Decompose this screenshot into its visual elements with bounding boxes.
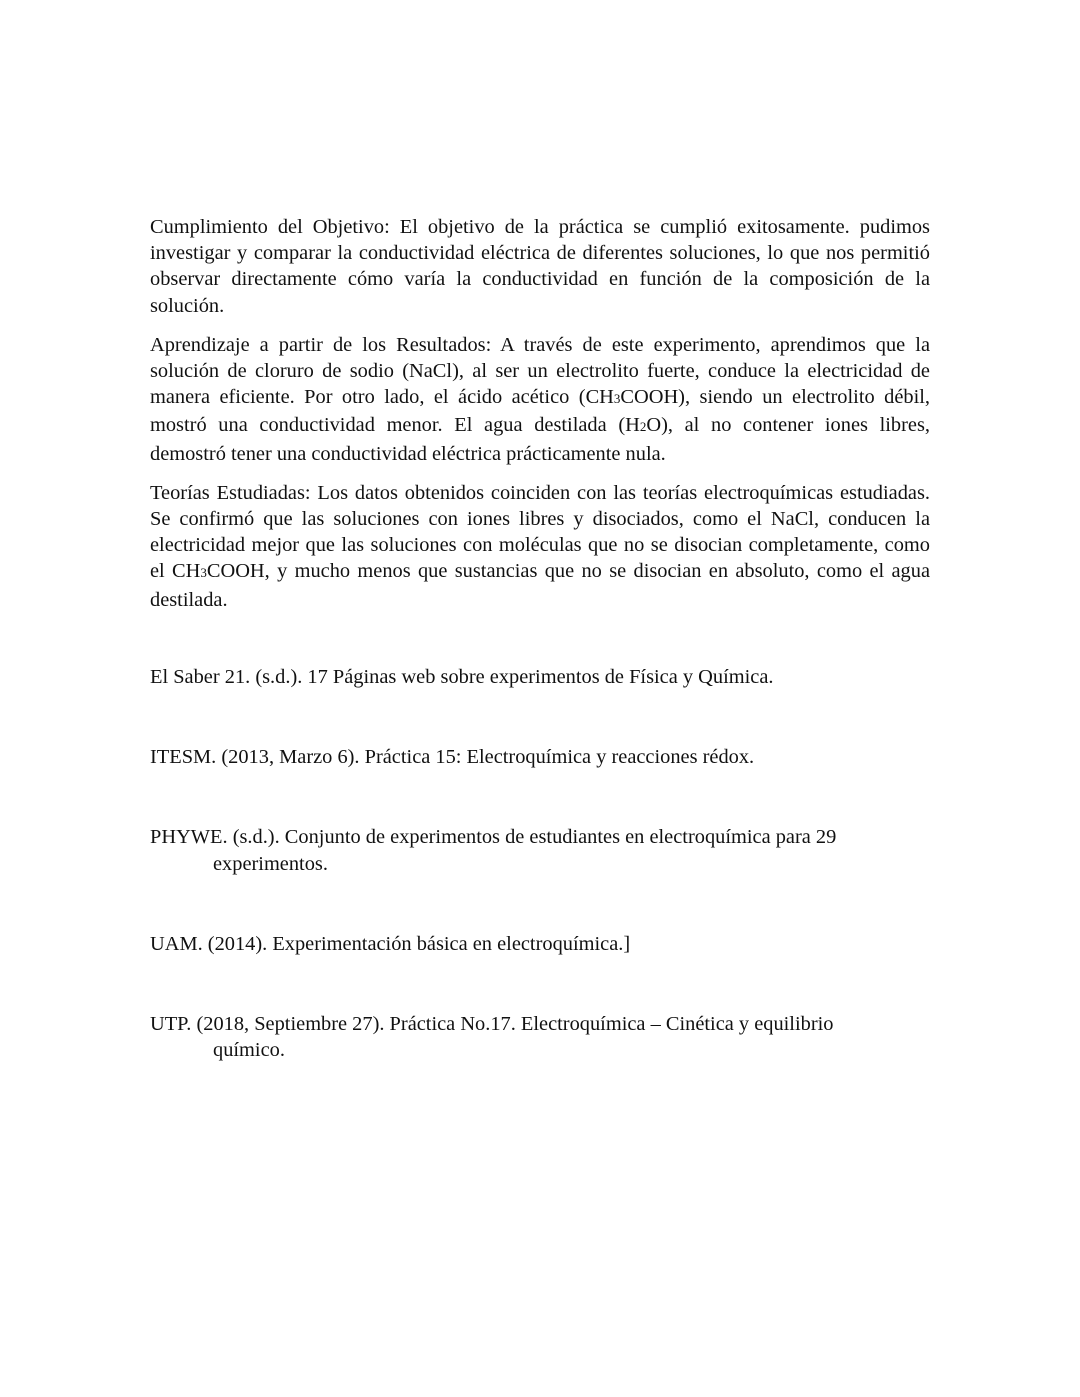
subscript-3: 3 — [200, 565, 207, 581]
references-list — [150, 664, 930, 1117]
paragraph-theories — [150, 480, 930, 613]
subscript-3: 3 — [613, 391, 621, 407]
paragraph-theories-part1: Teorías Estudiadas: Los datos obtenidos coinciden con las teorías electroquímicas estudiadas. Se confirmó que las soluciones con iones libres y disociados, como el NaCl, conducen la electricidad mejor que las soluciones con moléculas que no se disocian completamente, como el CH — [150, 481, 930, 583]
reference-item: PHYWE. (s.d.). Conjunto de experimentos de estudiantes en electroquímica para 29 experimentos. — [150, 826, 837, 875]
paragraph-theories-part2: COOH, y mucho menos que sustancias que no se disocian en absoluto, como el agua destilada. — [150, 560, 931, 611]
paragraph-learning-part2: COOH), siendo un electrolito débil, mostró una conductividad menor. El agua destilada (H — [150, 386, 930, 437]
subscript-2: 2 — [639, 419, 647, 435]
paragraph-learning — [150, 332, 930, 467]
reference-item: UAM. (2014). Experimentación básica en electroquímica.] — [150, 932, 631, 955]
paragraph-objective: Cumplimiento del Objetivo: El objetivo de la práctica se cumplió exitosamente. pudimos investigar y comparar la conductividad eléctrica de diferentes soluciones, lo que nos permitió observar directamente cómo varía la conductividad en función de la composición de la solución. — [150, 216, 930, 317]
reference-item: El Saber 21. (s.d.). 17 Páginas web sobre experimentos de Física y Química. — [150, 666, 774, 688]
discussion-section — [150, 214, 930, 626]
reference-item: ITESM. (2013, Marzo 6). Práctica 15: Electroquímica y reacciones rédox. — [150, 746, 755, 769]
paragraph-learning-part3: O), al no contener iones libres, demostró tener una conductividad eléctrica prácticamente nula. — [150, 414, 930, 465]
paragraph-learning-part1: Aprendizaje a partir de los Resultados: A través de este experimento, aprendimos que la solución de cloruro de sodio (NaCl), al ser un electrolito fuerte, conduce la electricidad de manera eficiente. Por otro lado, el ácido acético (CH — [150, 333, 930, 409]
reference-item: UTP. (2018, Septiembre 27). Práctica No.17. Electroquímica – Cinética y equilibrio químico. — [150, 1013, 834, 1062]
